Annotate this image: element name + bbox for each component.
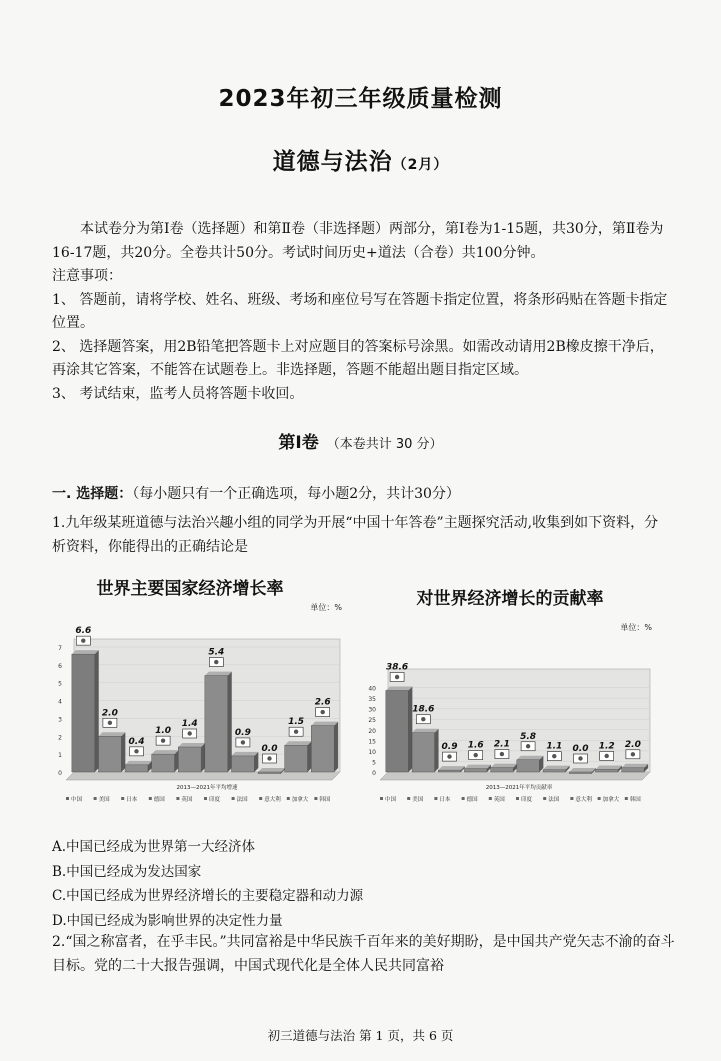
legend-label: 美国 xyxy=(412,797,424,803)
flag-emblem xyxy=(631,752,635,756)
legend-swatch xyxy=(204,797,207,800)
bar-top xyxy=(464,765,491,769)
bar-top xyxy=(491,764,518,768)
bar-top xyxy=(152,750,179,754)
legend-label: 法国 xyxy=(236,797,248,803)
exam-title: 2023年初三年级质量检测 xyxy=(218,86,503,112)
notes-block xyxy=(52,265,672,406)
question-1-stem: 1.九年级某班道德与法治兴趣小组的同学为开展“中国十年答卷”主题探究活动,收集到如下资料，分析资料，你能得出的正确结论是 xyxy=(52,515,659,555)
bar-top xyxy=(438,766,465,770)
x-axis-label: 2013—2021年平均贡献率 xyxy=(485,785,553,791)
flag-emblem xyxy=(395,675,399,679)
bar xyxy=(438,770,461,772)
bar xyxy=(412,733,435,772)
part-heading xyxy=(52,483,460,503)
bar-top xyxy=(595,765,622,769)
bar-top xyxy=(311,722,338,726)
bar xyxy=(386,691,409,772)
legend-swatch xyxy=(287,797,290,800)
flag-emblem xyxy=(500,752,504,756)
data-label: 1.5 xyxy=(288,717,305,728)
bar xyxy=(205,676,228,772)
flag-emblem xyxy=(188,731,192,735)
bar-side xyxy=(334,722,338,772)
y-tick-label: 35 xyxy=(368,696,376,704)
bar-top xyxy=(178,743,205,747)
bar xyxy=(491,768,514,772)
data-label: 2.0 xyxy=(624,739,641,750)
data-label: 2.6 xyxy=(314,697,331,708)
data-label: 1.0 xyxy=(155,726,172,737)
flag-emblem xyxy=(81,638,85,642)
question-2-stem: 2.“国之称富者，在乎丰民。”共同富裕是中华民族千百年来的美好期盼，是中国共产党矢志不渝的奋斗目标。党的二十大报告强调，中国式现代化是全体人民共同富裕 xyxy=(52,934,675,974)
y-tick-label: 5 xyxy=(372,759,376,767)
legend-label: 韩国 xyxy=(319,797,331,803)
data-label: 18.6 xyxy=(412,704,435,715)
legend-label: 日本 xyxy=(126,797,138,803)
data-label: 2.1 xyxy=(493,739,510,750)
y-tick-label: 0 xyxy=(58,770,62,777)
y-tick-label: 20 xyxy=(368,727,376,735)
y-tick-label: 2 xyxy=(58,734,62,742)
section-title xyxy=(0,428,721,453)
option-b: B.中国已经成为发达国家 xyxy=(52,863,202,880)
flag-emblem xyxy=(214,660,218,664)
data-label: 0.0 xyxy=(261,744,278,754)
bar-side xyxy=(201,743,205,772)
flag-emblem xyxy=(267,756,271,760)
option-d: D.中国已经成为影响世界的决定性力量 xyxy=(52,912,283,929)
bar xyxy=(569,772,592,774)
legend-label: 德国 xyxy=(153,797,165,803)
bar-side xyxy=(228,672,232,772)
legend-label: 加拿大 xyxy=(602,797,620,803)
section-subtitle: （本卷共计 30 分） xyxy=(326,437,443,452)
bar-side xyxy=(121,732,125,772)
y-tick-label: 6 xyxy=(58,662,62,670)
legend-label: 中国 xyxy=(385,797,397,803)
y-tick-label: 30 xyxy=(368,706,376,714)
bar xyxy=(98,736,121,772)
bar xyxy=(152,754,175,772)
data-label: 0.9 xyxy=(441,742,458,753)
flag-emblem xyxy=(526,744,530,748)
option-c: C.中国已经成为世界经济增长的主要稳定器和动力源 xyxy=(52,888,364,904)
notes-title: 注意事项： xyxy=(52,268,122,284)
x-axis-label: 2013—2021年平均增速 xyxy=(176,785,238,791)
bar xyxy=(285,745,308,772)
flag-emblem xyxy=(241,740,245,744)
chart-title: 世界主要国家经济增长率 xyxy=(96,579,284,599)
legend-label: 印度 xyxy=(521,797,533,803)
chart-contribution-svg xyxy=(360,582,660,817)
flag-emblem xyxy=(605,754,609,758)
chart-contribution xyxy=(360,582,660,817)
data-label: 1.6 xyxy=(467,740,484,751)
bar xyxy=(595,769,618,772)
bar-top xyxy=(386,687,413,691)
chart-floor xyxy=(66,772,340,780)
flag-emblem xyxy=(134,749,138,753)
flag-emblem xyxy=(578,756,582,760)
legend-swatch xyxy=(66,797,69,800)
bar-top xyxy=(125,761,152,765)
bar xyxy=(543,770,566,772)
legend-swatch xyxy=(94,797,97,800)
bar xyxy=(72,654,95,772)
legend-label: 中国 xyxy=(71,797,83,803)
legend-swatch xyxy=(380,797,383,800)
section-name: 第Ⅰ卷 xyxy=(278,433,319,453)
legend-swatch xyxy=(543,797,546,800)
legend-label: 英国 xyxy=(181,797,193,803)
bar xyxy=(231,756,254,772)
legend-label: 德国 xyxy=(466,797,478,803)
y-tick-label: 10 xyxy=(368,748,376,756)
legend-swatch xyxy=(121,797,124,800)
question-1-options xyxy=(52,835,692,933)
legend-label: 英国 xyxy=(493,797,505,803)
option-a: A.中国已经成为世界第一大经济体 xyxy=(52,839,256,855)
flag-emblem xyxy=(474,753,478,757)
data-label: 5.4 xyxy=(208,647,225,658)
chart-growth-rate xyxy=(40,572,350,817)
bar-top xyxy=(258,768,285,772)
bar-top xyxy=(205,672,232,676)
bar-top xyxy=(412,729,439,733)
bar-side xyxy=(308,741,312,772)
data-label: 5.8 xyxy=(520,731,537,742)
notes-item: 1、 答题前，请将学校、姓名、班级、考场和座位号写在答题卡指定位置，将条形码贴在答题卡指定位置。 xyxy=(52,291,668,331)
chart-title: 对世界经济增长的贡献率 xyxy=(416,589,604,609)
chart-unit-label: 单位：% xyxy=(310,603,342,612)
bar xyxy=(464,769,487,772)
data-label: 0.0 xyxy=(572,744,589,754)
legend-swatch xyxy=(434,797,437,800)
bar-top xyxy=(285,741,312,745)
legend-label: 韩国 xyxy=(629,797,641,803)
y-tick-label: 4 xyxy=(58,698,62,706)
bar xyxy=(517,760,540,772)
bar-top xyxy=(98,732,125,736)
subject-note: （2月） xyxy=(392,157,449,173)
bar xyxy=(258,772,281,774)
flag-emblem xyxy=(321,710,325,714)
legend-label: 加拿大 xyxy=(291,797,309,803)
flag-emblem xyxy=(552,754,556,758)
notes-item: 3、 考试结束，监考人员将答题卡收回。 xyxy=(52,385,304,402)
legend-swatch xyxy=(489,797,492,800)
y-tick-label: 3 xyxy=(58,716,62,724)
legend-label: 美国 xyxy=(98,797,110,803)
intro-paragraph: 本试卷分为第Ⅰ卷（选择题）和第Ⅱ卷（非选择题）两部分，第Ⅰ卷为1-15题，共30分，第Ⅱ卷为16-17题，共20分。全卷共计50分。考试时间历史+道法（合卷）共100分钟。 xyxy=(52,221,664,261)
legend-swatch xyxy=(516,797,519,800)
bar xyxy=(125,765,148,772)
y-tick-label: 25 xyxy=(368,717,376,725)
legend-swatch xyxy=(314,797,317,800)
data-label: 2.0 xyxy=(101,708,118,719)
bar xyxy=(178,747,201,772)
legend-swatch xyxy=(407,797,410,800)
y-tick-label: 5 xyxy=(58,680,62,688)
bar-top xyxy=(543,766,570,770)
data-label: 38.6 xyxy=(385,662,409,673)
legend-label: 法国 xyxy=(548,797,560,803)
legend-label: 印度 xyxy=(209,797,221,803)
bar-side xyxy=(95,650,99,772)
data-label: 0.4 xyxy=(128,736,145,747)
y-tick-label: 40 xyxy=(368,685,376,693)
legend-swatch xyxy=(232,797,235,800)
data-label: 1.4 xyxy=(181,719,198,729)
legend-swatch xyxy=(625,797,628,800)
chart-unit-label: 单位：% xyxy=(620,623,652,632)
bar-top xyxy=(569,768,596,772)
data-label: 1.1 xyxy=(546,741,563,752)
y-tick-label: 15 xyxy=(368,738,376,746)
legend-label: 意大利 xyxy=(575,797,592,803)
legend-label: 日本 xyxy=(439,797,451,803)
chart-growth-svg xyxy=(40,572,350,817)
y-tick-label: 0 xyxy=(372,770,376,777)
y-tick-label: 1 xyxy=(58,752,62,760)
legend-label: 意大利 xyxy=(264,797,281,803)
bar-top xyxy=(72,650,99,654)
legend-swatch xyxy=(570,797,573,800)
subject-title xyxy=(0,143,721,176)
legend-swatch xyxy=(598,797,601,800)
bar-side xyxy=(408,687,412,772)
bar-top xyxy=(231,752,258,756)
bar xyxy=(622,768,645,772)
bar-top xyxy=(622,764,649,768)
chart-floor xyxy=(380,772,650,780)
notes-item: 2、 选择题答案，用2B铅笔把答题卡上对应题目的答案标号涂黑。如需改动请用2B橡皮擦干净后，再涂其它答案，不能答在试题卷上。非选择题，答题不能超出题目指定区域。 xyxy=(52,338,664,378)
part-note: （每小题只有一个正确选项，每小题2分，共计30分） xyxy=(132,486,460,502)
legend-swatch xyxy=(149,797,152,800)
data-label: 1.2 xyxy=(598,741,615,752)
data-label: 0.9 xyxy=(234,727,251,738)
legend-swatch xyxy=(259,797,262,800)
flag-emblem xyxy=(447,754,451,758)
bar xyxy=(311,726,334,772)
legend-swatch xyxy=(176,797,179,800)
bar-top xyxy=(517,756,544,760)
subject-name: 道德与法治 xyxy=(272,149,393,175)
flag-emblem xyxy=(294,730,298,734)
page-footer: 初三道德与法治 第 1 页，共 6 页 xyxy=(267,1028,454,1043)
part-title: 一. 选择题： xyxy=(52,486,133,502)
legend-swatch xyxy=(462,797,465,800)
bar-side xyxy=(435,729,439,772)
flag-emblem xyxy=(421,717,425,721)
flag-emblem xyxy=(108,721,112,725)
flag-emblem xyxy=(161,738,165,742)
y-tick-label: 7 xyxy=(58,645,62,652)
data-label: 6.6 xyxy=(75,626,92,637)
